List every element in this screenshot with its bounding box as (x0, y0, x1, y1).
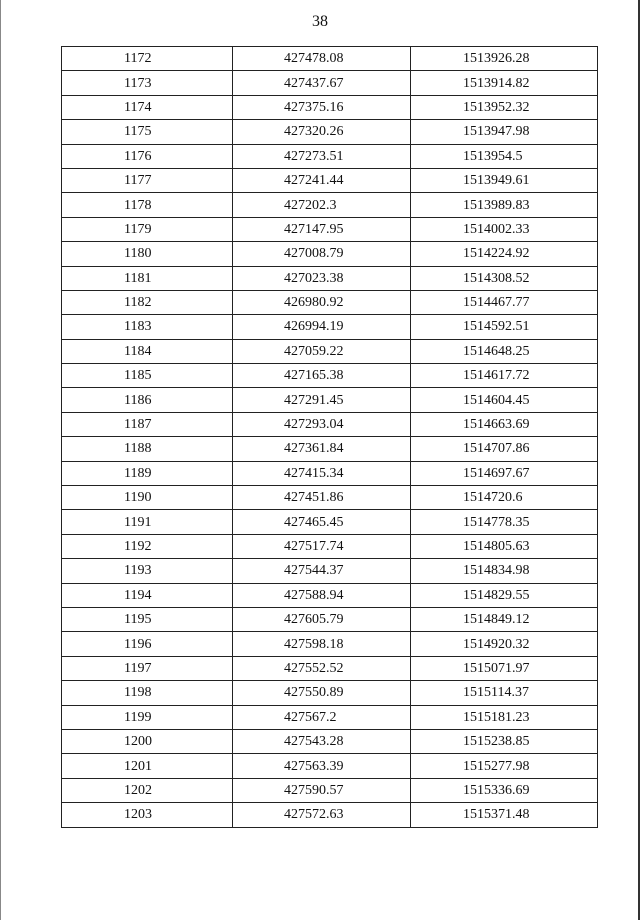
y-coordinate-cell: 1514805.63 (411, 534, 598, 558)
table-row (62, 778, 598, 802)
x-coordinate-cell: 427437.67 (233, 71, 411, 95)
x-coordinate-cell: 427544.37 (233, 559, 411, 583)
y-coordinate-cell: 1515071.97 (411, 656, 598, 680)
x-coordinate-cell: 427552.52 (233, 656, 411, 680)
table-row (62, 486, 598, 510)
x-coordinate-cell: 427567.2 (233, 705, 411, 729)
table-row (62, 656, 598, 680)
x-coordinate-cell: 427478.08 (233, 47, 411, 71)
table-row (62, 217, 598, 241)
x-coordinate-cell: 427590.57 (233, 778, 411, 802)
y-coordinate-cell: 1514604.45 (411, 388, 598, 412)
point-number-cell: 1192 (62, 534, 233, 558)
y-coordinate-cell: 1513949.61 (411, 168, 598, 192)
y-coordinate-cell: 1513952.32 (411, 95, 598, 119)
y-coordinate-cell: 1513947.98 (411, 120, 598, 144)
x-coordinate-cell: 426994.19 (233, 315, 411, 339)
y-coordinate-cell: 1515371.48 (411, 803, 598, 827)
y-coordinate-cell: 1514697.67 (411, 461, 598, 485)
point-number-cell: 1190 (62, 486, 233, 510)
point-number-cell: 1179 (62, 217, 233, 241)
table-row (62, 510, 598, 534)
x-coordinate-cell: 427415.34 (233, 461, 411, 485)
x-coordinate-cell: 427375.16 (233, 95, 411, 119)
point-number-cell: 1176 (62, 144, 233, 168)
y-coordinate-cell: 1514002.33 (411, 217, 598, 241)
table-row (62, 120, 598, 144)
y-coordinate-cell: 1514663.69 (411, 412, 598, 436)
point-number-cell: 1198 (62, 681, 233, 705)
table-row (62, 339, 598, 363)
table-row (62, 583, 598, 607)
x-coordinate-cell: 427059.22 (233, 339, 411, 363)
x-coordinate-cell: 427320.26 (233, 120, 411, 144)
table-row (62, 388, 598, 412)
x-coordinate-cell: 427605.79 (233, 607, 411, 631)
point-number-cell: 1195 (62, 607, 233, 631)
y-coordinate-cell: 1514720.6 (411, 486, 598, 510)
table-row (62, 461, 598, 485)
table-row (62, 754, 598, 778)
y-coordinate-cell: 1514224.92 (411, 242, 598, 266)
x-coordinate-cell: 427598.18 (233, 632, 411, 656)
table-row (62, 266, 598, 290)
table-row (62, 412, 598, 436)
x-coordinate-cell: 427165.38 (233, 364, 411, 388)
point-number-cell: 1199 (62, 705, 233, 729)
x-coordinate-cell: 427023.38 (233, 266, 411, 290)
y-coordinate-cell: 1514849.12 (411, 607, 598, 631)
x-coordinate-cell: 427202.3 (233, 193, 411, 217)
point-number-cell: 1178 (62, 193, 233, 217)
y-coordinate-cell: 1514467.77 (411, 290, 598, 314)
coordinates-table (61, 46, 598, 828)
table-row (62, 193, 598, 217)
table-row (62, 95, 598, 119)
x-coordinate-cell: 427147.95 (233, 217, 411, 241)
table-row (62, 364, 598, 388)
y-coordinate-cell: 1513926.28 (411, 47, 598, 71)
y-coordinate-cell: 1513989.83 (411, 193, 598, 217)
y-coordinate-cell: 1515114.37 (411, 681, 598, 705)
point-number-cell: 1201 (62, 754, 233, 778)
table-row (62, 534, 598, 558)
x-coordinate-cell: 427241.44 (233, 168, 411, 192)
point-number-cell: 1196 (62, 632, 233, 656)
point-number-cell: 1183 (62, 315, 233, 339)
x-coordinate-cell: 427361.84 (233, 437, 411, 461)
y-coordinate-cell: 1514829.55 (411, 583, 598, 607)
point-number-cell: 1175 (62, 120, 233, 144)
point-number-cell: 1181 (62, 266, 233, 290)
y-coordinate-cell: 1514920.32 (411, 632, 598, 656)
table-row (62, 729, 598, 753)
x-coordinate-cell: 427008.79 (233, 242, 411, 266)
y-coordinate-cell: 1514778.35 (411, 510, 598, 534)
table-row (62, 242, 598, 266)
table-row (62, 315, 598, 339)
x-coordinate-cell: 427451.86 (233, 486, 411, 510)
table-row (62, 803, 598, 827)
point-number-cell: 1189 (62, 461, 233, 485)
page-left-edge (0, 0, 1, 920)
y-coordinate-cell: 1514592.51 (411, 315, 598, 339)
table-row (62, 705, 598, 729)
coordinates-table-body (62, 47, 598, 828)
y-coordinate-cell: 1514617.72 (411, 364, 598, 388)
y-coordinate-cell: 1513914.82 (411, 71, 598, 95)
y-coordinate-cell: 1514308.52 (411, 266, 598, 290)
x-coordinate-cell: 427465.45 (233, 510, 411, 534)
point-number-cell: 1187 (62, 412, 233, 436)
table-row (62, 290, 598, 314)
point-number-cell: 1188 (62, 437, 233, 461)
x-coordinate-cell: 427293.04 (233, 412, 411, 436)
point-number-cell: 1193 (62, 559, 233, 583)
y-coordinate-cell: 1515336.69 (411, 778, 598, 802)
table-row (62, 559, 598, 583)
point-number-cell: 1197 (62, 656, 233, 680)
point-number-cell: 1185 (62, 364, 233, 388)
y-coordinate-cell: 1514707.86 (411, 437, 598, 461)
table-row (62, 681, 598, 705)
x-coordinate-cell: 427273.51 (233, 144, 411, 168)
table-row (62, 168, 598, 192)
point-number-cell: 1186 (62, 388, 233, 412)
table-row (62, 71, 598, 95)
y-coordinate-cell: 1514834.98 (411, 559, 598, 583)
point-number-cell: 1184 (62, 339, 233, 363)
table-row (62, 437, 598, 461)
x-coordinate-cell: 427563.39 (233, 754, 411, 778)
table-row (62, 47, 598, 71)
x-coordinate-cell: 427588.94 (233, 583, 411, 607)
y-coordinate-cell: 1515277.98 (411, 754, 598, 778)
table-row (62, 632, 598, 656)
point-number-cell: 1191 (62, 510, 233, 534)
point-number-cell: 1180 (62, 242, 233, 266)
x-coordinate-cell: 426980.92 (233, 290, 411, 314)
point-number-cell: 1177 (62, 168, 233, 192)
y-coordinate-cell: 1514648.25 (411, 339, 598, 363)
y-coordinate-cell: 1513954.5 (411, 144, 598, 168)
point-number-cell: 1174 (62, 95, 233, 119)
x-coordinate-cell: 427572.63 (233, 803, 411, 827)
point-number-cell: 1172 (62, 47, 233, 71)
page-number: 38 (312, 13, 328, 30)
x-coordinate-cell: 427550.89 (233, 681, 411, 705)
y-coordinate-cell: 1515238.85 (411, 729, 598, 753)
x-coordinate-cell: 427543.28 (233, 729, 411, 753)
x-coordinate-cell: 427517.74 (233, 534, 411, 558)
point-number-cell: 1203 (62, 803, 233, 827)
x-coordinate-cell: 427291.45 (233, 388, 411, 412)
point-number-cell: 1202 (62, 778, 233, 802)
point-number-cell: 1194 (62, 583, 233, 607)
table-row (62, 607, 598, 631)
point-number-cell: 1200 (62, 729, 233, 753)
point-number-cell: 1182 (62, 290, 233, 314)
y-coordinate-cell: 1515181.23 (411, 705, 598, 729)
point-number-cell: 1173 (62, 71, 233, 95)
table-row (62, 144, 598, 168)
